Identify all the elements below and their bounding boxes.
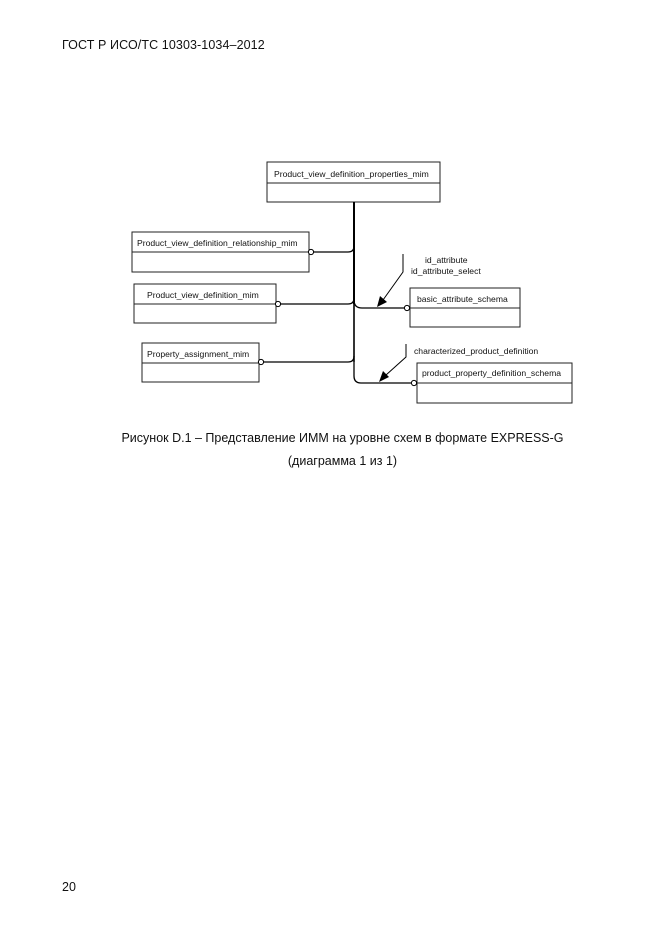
annotation-ppd-line1: characterized_product_definition: [414, 346, 539, 356]
entity-label-property: Property_assignment_mim: [147, 349, 250, 359]
connector-circle-property: [258, 359, 263, 364]
figure-caption: Рисунок D.1 – Представление ИММ на уровне схем в формате EXPRESS-G: [121, 431, 564, 445]
connector-circle-relationship: [308, 249, 313, 254]
entity-box-relationship: [132, 232, 309, 272]
annotation-basic-line1: id_attribute: [425, 255, 468, 265]
entity-label-top: Product_view_definition_properties_mim: [274, 169, 429, 179]
connector-definition: [280, 298, 354, 304]
page-number: 20: [62, 880, 76, 894]
entity-label-ppd: product_property_definition_schema: [422, 368, 562, 378]
connector-circle-ppd: [411, 380, 416, 385]
annotation-leader-ppd: [386, 344, 406, 375]
connector-relationship: [313, 246, 354, 252]
connector-circle-definition: [275, 301, 280, 306]
entity-label-basic: basic_attribute_schema: [417, 294, 508, 304]
annotation-leader-basic: [383, 254, 403, 300]
annotation-arrow-ppd: [379, 371, 389, 382]
entity-box-ppd: [417, 363, 572, 403]
document-header: ГОСТ Р ИСО/ТС 10303-1034–2012: [62, 38, 265, 52]
entity-box-property: [142, 343, 259, 382]
entity-box-top: [267, 162, 440, 202]
annotation-basic-line2: id_attribute_select: [411, 266, 481, 276]
figure-caption-subtitle: (диаграмма 1 из 1): [287, 454, 398, 468]
connector-circle-basic: [404, 305, 409, 310]
entity-label-relationship: Product_view_definition_relationship_mim: [137, 238, 298, 248]
entity-label-definition: Product_view_definition_mim: [147, 290, 259, 300]
entity-box-definition: [134, 284, 276, 323]
annotation-arrow-basic: [377, 296, 387, 307]
connector-property: [263, 356, 354, 362]
entity-box-basic: [410, 288, 520, 327]
